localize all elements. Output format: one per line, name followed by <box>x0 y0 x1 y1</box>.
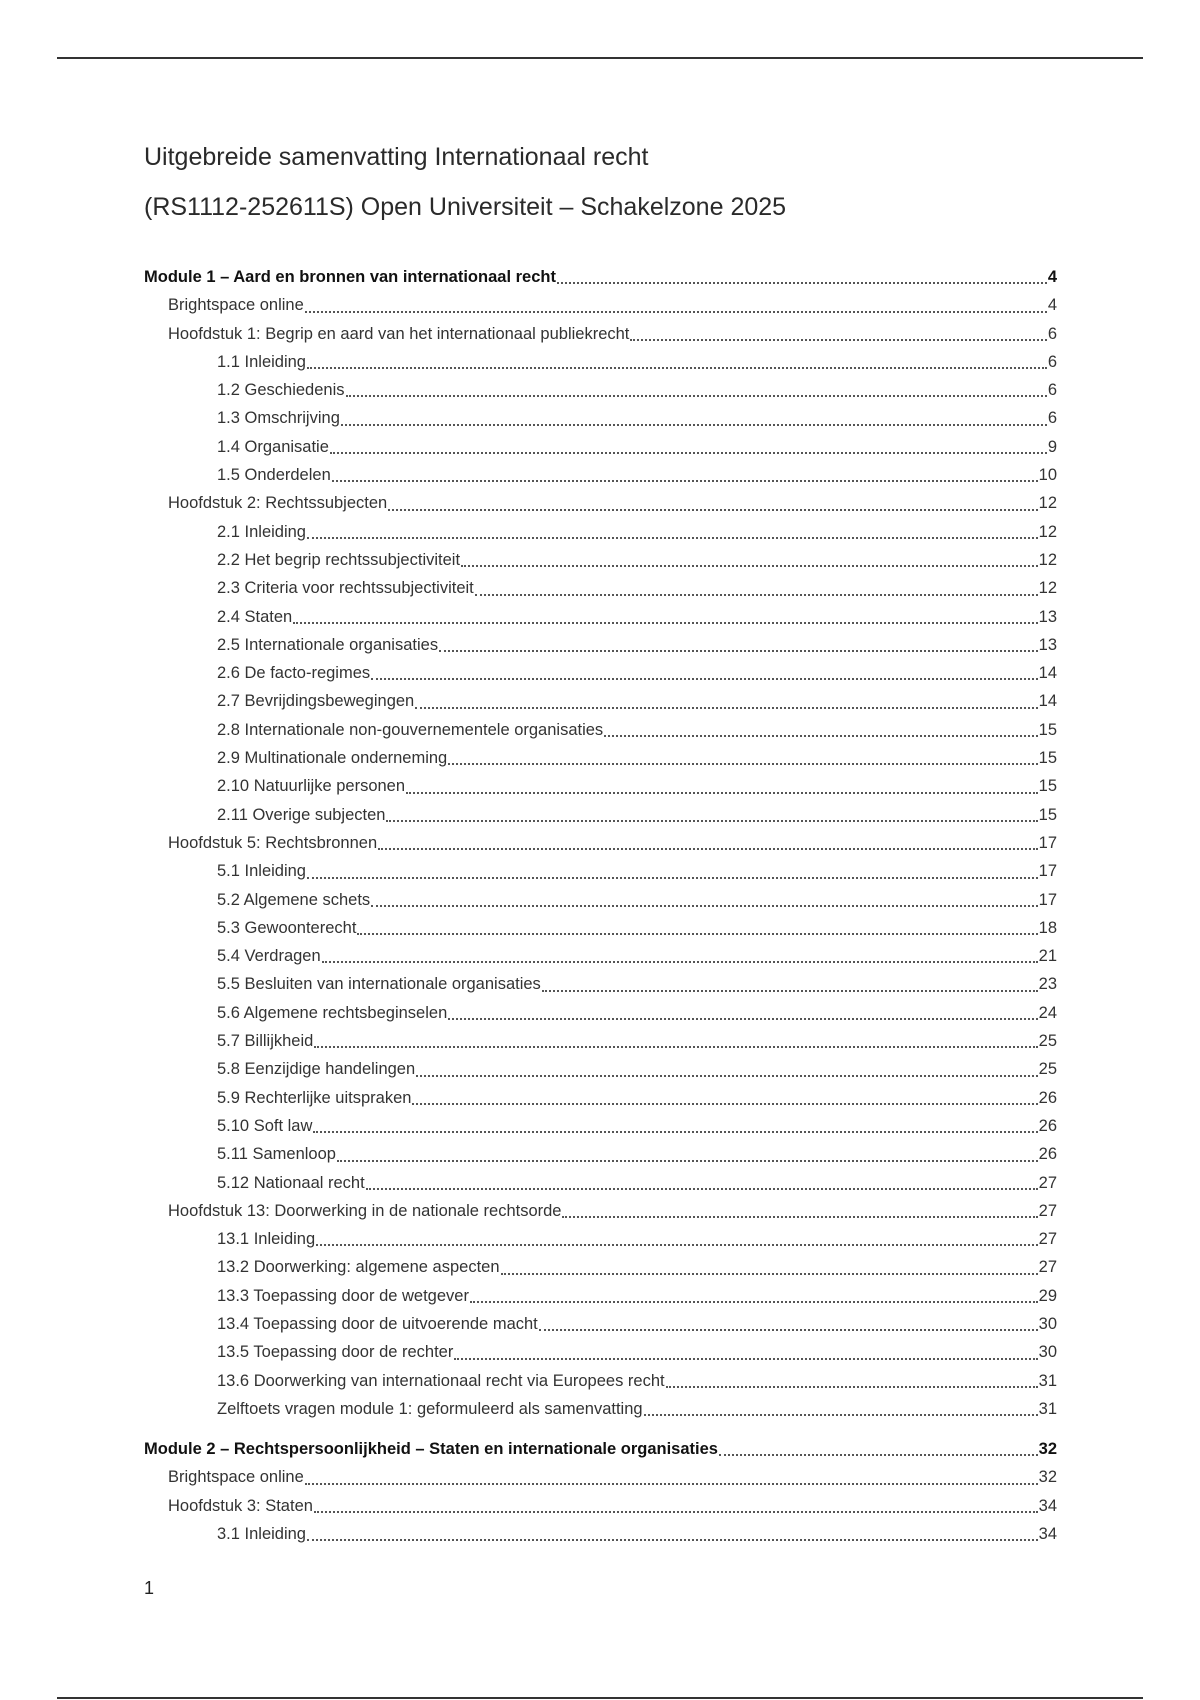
toc-entry-label: 13.5 Toepassing door de rechter <box>217 1343 454 1362</box>
toc-dot-leader <box>439 650 1038 652</box>
toc-entry[interactable] <box>144 348 1057 376</box>
toc-entry-label: Module 2 – Rechtspersoonlijkheid – Staten en internationale organisaties <box>144 1440 718 1459</box>
toc-entry-label: 2.1 Inleiding <box>217 522 306 541</box>
toc-entry-page: 15 <box>1038 805 1057 824</box>
toc-dot-leader <box>454 1358 1037 1360</box>
toc-dot-leader <box>293 622 1037 624</box>
toc-entry-label: 2.7 Bevrijdingsbewegingen <box>217 692 415 711</box>
toc-entry[interactable] <box>144 1338 1057 1366</box>
toc-entry-label: 5.3 Gewoonterecht <box>217 918 357 937</box>
toc-entry-page: 6 <box>1047 409 1057 428</box>
toc-entry[interactable] <box>144 914 1057 942</box>
toc-entry[interactable] <box>144 1310 1057 1338</box>
toc-entry-label: 1.5 Onderdelen <box>217 466 331 485</box>
toc-entry-page: 15 <box>1038 749 1057 768</box>
toc-dot-leader <box>307 367 1047 369</box>
toc-entry-label: 13.1 Inleiding <box>217 1230 316 1249</box>
toc-entry-page: 4 <box>1047 268 1057 286</box>
toc-dot-leader <box>357 933 1037 935</box>
toc-entry-label: 2.2 Het begrip rechtssubjectiviteit <box>217 550 461 569</box>
toc-entry-page: 25 <box>1038 1060 1057 1079</box>
toc-dot-leader <box>346 395 1047 397</box>
toc-entry-label: Module 1 – Aard en bronnen van internationaal recht <box>144 268 556 286</box>
toc-entry[interactable] <box>144 404 1057 432</box>
toc-entry-page: 6 <box>1047 324 1057 343</box>
toc-dot-leader <box>630 339 1046 341</box>
toc-entry-page: 31 <box>1038 1371 1057 1390</box>
toc-entry-page: 27 <box>1038 1201 1057 1220</box>
toc-entry-label: Hoofdstuk 2: Rechtssubjecten <box>168 494 388 513</box>
toc-entry-label: 1.1 Inleiding <box>217 352 306 371</box>
toc-entry-label: 5.2 Algemene schets <box>217 890 371 909</box>
toc-entry-label: 5.5 Besluiten van internationale organisaties <box>217 975 541 994</box>
toc-entry[interactable] <box>144 1084 1057 1112</box>
toc-entry[interactable] <box>144 1282 1057 1310</box>
toc-dot-leader <box>604 735 1037 737</box>
toc-dot-leader <box>557 282 1047 284</box>
toc-entry[interactable] <box>144 801 1057 829</box>
toc-dot-leader <box>644 1414 1038 1416</box>
toc-entry-label: 5.6 Algemene rechtsbeginselen <box>217 1003 448 1022</box>
toc-dot-leader <box>448 763 1037 765</box>
toc-entry-label: Hoofdstuk 5: Rechtsbronnen <box>168 833 378 852</box>
toc-dot-leader <box>307 877 1038 879</box>
toc-entry-label: 13.3 Toepassing door de wetgever <box>217 1286 469 1305</box>
toc-entry-page: 12 <box>1038 579 1057 598</box>
toc-dot-leader <box>322 961 1038 963</box>
toc-entry[interactable] <box>144 970 1057 998</box>
toc-entry-page: 12 <box>1038 550 1057 569</box>
toc-dot-leader <box>378 848 1038 850</box>
toc-entry-page: 9 <box>1047 437 1057 456</box>
toc-dot-leader <box>337 1160 1038 1162</box>
toc-dot-leader <box>371 905 1037 907</box>
toc-dot-leader <box>307 537 1038 539</box>
toc-entry[interactable] <box>144 659 1057 687</box>
toc-entry-page: 30 <box>1038 1314 1057 1333</box>
toc-entry-label: 5.7 Billijkheid <box>217 1032 314 1051</box>
toc-entry-page: 27 <box>1038 1258 1057 1277</box>
toc-entry[interactable] <box>144 574 1057 602</box>
toc-entry-page: 26 <box>1038 1088 1057 1107</box>
toc-entry[interactable] <box>144 1367 1057 1395</box>
toc-entry-page: 29 <box>1038 1286 1057 1305</box>
toc-entry-page: 27 <box>1038 1230 1057 1249</box>
toc-entry-page: 24 <box>1038 1003 1057 1022</box>
document-title <box>144 143 1054 221</box>
toc-dot-leader <box>313 1131 1037 1133</box>
toc-entry-page: 21 <box>1038 947 1057 966</box>
toc-entry-page: 18 <box>1038 918 1057 937</box>
toc-entry-label: 5.11 Samenloop <box>217 1145 336 1164</box>
toc-entry-page: 15 <box>1038 777 1057 796</box>
toc-entry-label: Hoofdstuk 13: Doorwerking in de nationale rechtsorde <box>168 1201 562 1220</box>
toc-dot-leader <box>316 1244 1037 1246</box>
toc-entry-label: 3.1 Inleiding <box>217 1525 306 1544</box>
toc-entry[interactable] <box>144 1435 1057 1463</box>
toc-entry-label: 5.8 Eenzijdige handelingen <box>217 1060 416 1079</box>
toc-entry[interactable] <box>144 631 1057 659</box>
toc-entry-page: 14 <box>1038 692 1057 711</box>
toc-entry[interactable] <box>144 687 1057 715</box>
toc-entry-label: Brightspace online <box>168 296 304 315</box>
toc-entry-label: 13.6 Doorwerking van internationaal recht via Europees recht <box>217 1371 665 1390</box>
toc-entry-page: 13 <box>1038 635 1057 654</box>
title-line-1: Uitgebreide samenvatting Internationaal recht <box>144 143 649 171</box>
toc-entry-page: 31 <box>1038 1399 1057 1418</box>
toc-entry-page: 32 <box>1038 1440 1057 1459</box>
toc-dot-leader <box>448 1018 1037 1020</box>
header-rule <box>57 57 1143 59</box>
toc-entry-label: 2.8 Internationale non-gouvernementele organisaties <box>217 720 604 739</box>
toc-entry-page: 26 <box>1038 1116 1057 1135</box>
toc-entry-label: 1.2 Geschiedenis <box>217 381 345 400</box>
toc-entry[interactable] <box>144 857 1057 885</box>
toc-entry[interactable] <box>144 433 1057 461</box>
toc-entry[interactable] <box>144 376 1057 404</box>
toc-dot-leader <box>719 1454 1038 1456</box>
toc-dot-leader <box>341 424 1047 426</box>
toc-entry-label: 2.6 De facto-regimes <box>217 664 371 683</box>
toc-entry-label: 5.4 Verdragen <box>217 947 321 966</box>
toc-entry[interactable] <box>144 320 1057 348</box>
toc-entry-label: 2.10 Natuurlijke personen <box>217 777 406 796</box>
toc-entry[interactable] <box>144 999 1057 1027</box>
toc-entry-label: 2.4 Staten <box>217 607 293 626</box>
toc-entry[interactable] <box>144 518 1057 546</box>
toc-entry[interactable] <box>144 1492 1057 1520</box>
toc-entry-page: 6 <box>1047 352 1057 371</box>
toc-entry-page: 34 <box>1038 1525 1057 1544</box>
toc-dot-leader <box>539 1329 1038 1331</box>
toc-entry-label: 5.12 Nationaal recht <box>217 1173 365 1192</box>
toc-dot-leader <box>332 480 1038 482</box>
toc-entry[interactable] <box>144 744 1057 772</box>
toc-entry-page: 15 <box>1038 720 1057 739</box>
toc-entry-label: Brightspace online <box>168 1468 304 1487</box>
toc-entry-page: 6 <box>1047 381 1057 400</box>
toc-entry-page: 26 <box>1038 1145 1057 1164</box>
toc-entry[interactable] <box>144 489 1057 517</box>
toc-dot-leader <box>388 509 1037 511</box>
toc-dot-leader <box>305 1483 1038 1485</box>
toc-entry-label: Hoofdstuk 1: Begrip en aard van het internationaal publiekrecht <box>168 324 630 343</box>
toc-dot-leader <box>314 1511 1038 1513</box>
toc-entry[interactable] <box>144 1253 1057 1281</box>
toc-dot-leader <box>542 990 1038 992</box>
toc-dot-leader <box>416 1075 1037 1077</box>
toc-entry-page: 17 <box>1038 862 1057 881</box>
toc-entry-page: 17 <box>1038 890 1057 909</box>
toc-entry-page: 23 <box>1038 975 1057 994</box>
toc-dot-leader <box>314 1046 1037 1048</box>
toc-entry-label: 1.3 Omschrijving <box>217 409 340 428</box>
toc-dot-leader <box>305 311 1047 313</box>
toc-entry-label: 2.5 Internationale organisaties <box>217 635 439 654</box>
toc-entry-page: 27 <box>1038 1173 1057 1192</box>
toc-entry[interactable] <box>144 1169 1057 1197</box>
footer-rule <box>57 1697 1143 1699</box>
toc-entry-page: 12 <box>1038 522 1057 541</box>
toc-entry[interactable] <box>144 1055 1057 1083</box>
toc-entry-page: 14 <box>1038 664 1057 683</box>
toc-dot-leader <box>470 1301 1038 1303</box>
toc-entry[interactable] <box>144 263 1057 291</box>
toc-entry-page: 4 <box>1047 296 1057 315</box>
toc-dot-leader <box>415 707 1037 709</box>
toc-entry[interactable] <box>144 546 1057 574</box>
toc-dot-leader <box>386 820 1037 822</box>
toc-entry[interactable] <box>144 1140 1057 1168</box>
toc-entry[interactable] <box>144 716 1057 744</box>
toc-entry-page: 17 <box>1038 833 1057 852</box>
toc-entry-page: 34 <box>1038 1496 1057 1515</box>
toc-entry[interactable] <box>144 942 1057 970</box>
toc-entry-label: 13.2 Doorwerking: algemene aspecten <box>217 1258 500 1277</box>
toc-entry-label: 13.4 Toepassing door de uitvoerende macht <box>217 1314 538 1333</box>
toc-entry[interactable] <box>144 1197 1057 1225</box>
toc-entry[interactable] <box>144 1463 1057 1491</box>
toc-entry[interactable] <box>144 603 1057 631</box>
toc-entry[interactable] <box>144 829 1057 857</box>
toc-entry-page: 25 <box>1038 1032 1057 1051</box>
table-of-contents <box>144 263 1057 1548</box>
toc-dot-leader <box>366 1188 1038 1190</box>
toc-entry-page: 13 <box>1038 607 1057 626</box>
toc-entry-label: Hoofdstuk 3: Staten <box>168 1496 313 1515</box>
toc-entry-label: 1.4 Organisatie <box>217 437 329 456</box>
toc-dot-leader <box>330 452 1047 454</box>
toc-dot-leader <box>371 678 1037 680</box>
toc-entry[interactable] <box>144 291 1057 319</box>
toc-entry[interactable] <box>144 886 1057 914</box>
toc-entry[interactable] <box>144 1395 1057 1423</box>
toc-entry-page: 12 <box>1038 494 1057 513</box>
toc-dot-leader <box>501 1273 1038 1275</box>
toc-dot-leader <box>307 1539 1038 1541</box>
toc-entry-label: Zelftoets vragen module 1: geformuleerd als samenvatting <box>217 1399 643 1418</box>
toc-entry[interactable] <box>144 461 1057 489</box>
toc-entry[interactable] <box>144 1112 1057 1140</box>
toc-dot-leader <box>562 1216 1037 1218</box>
toc-entry-page: 32 <box>1038 1468 1057 1487</box>
toc-entry-label: 2.9 Multinationale onderneming <box>217 749 448 768</box>
toc-entry-label: 5.10 Soft law <box>217 1116 313 1135</box>
title-line-2: (RS1112-252611S) Open Universiteit – Schakelzone 2025 <box>144 193 787 221</box>
toc-dot-leader <box>406 792 1038 794</box>
toc-dot-leader <box>412 1103 1037 1105</box>
toc-entry[interactable] <box>144 1027 1057 1055</box>
toc-dot-leader <box>461 565 1038 567</box>
toc-entry[interactable] <box>144 1225 1057 1253</box>
toc-entry-page: 10 <box>1038 466 1057 485</box>
toc-dot-leader <box>666 1386 1038 1388</box>
toc-entry-label: 2.3 Criteria voor rechtssubjectiviteit <box>217 579 474 598</box>
toc-entry[interactable] <box>144 772 1057 800</box>
toc-entry-label: 5.9 Rechterlijke uitspraken <box>217 1088 412 1107</box>
page-number: 1 <box>144 1578 155 1598</box>
toc-entry-label: 5.1 Inleiding <box>217 862 306 881</box>
toc-entry-page: 30 <box>1038 1343 1057 1362</box>
toc-entry[interactable] <box>144 1520 1057 1548</box>
toc-entry-label: 2.11 Overige subjecten <box>217 805 386 824</box>
toc-dot-leader <box>475 594 1038 596</box>
